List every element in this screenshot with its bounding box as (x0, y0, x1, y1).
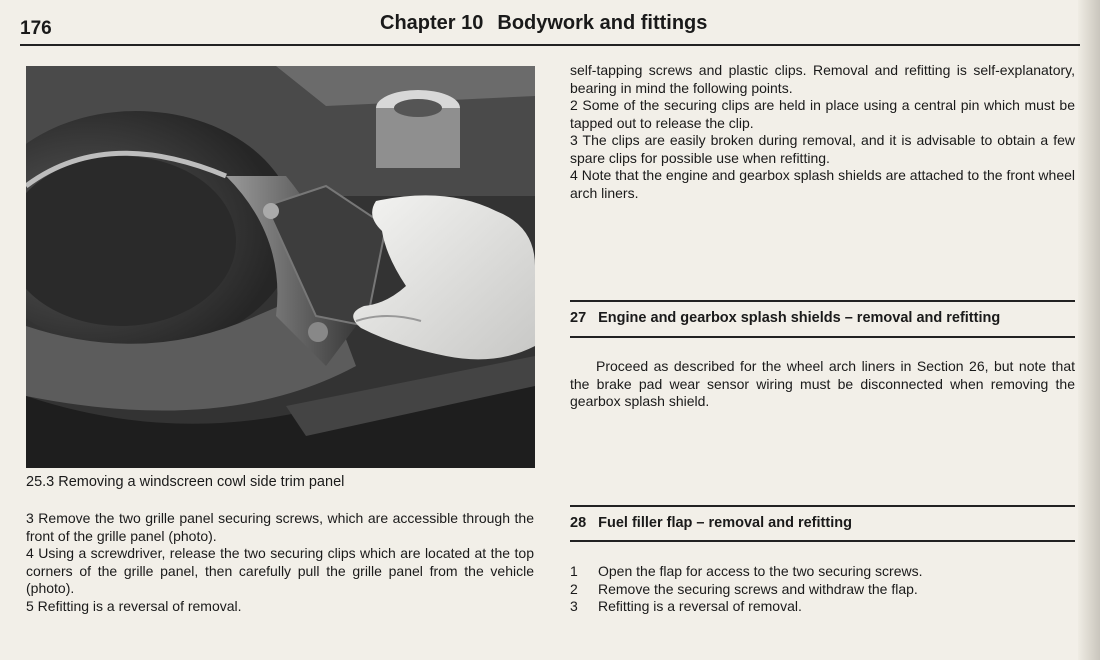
right-column-continued-text (570, 62, 1075, 202)
paragraph: 2 Some of the securing clips are held in place using a central pin which must be tapped out to release the clip. (570, 97, 1075, 131)
figure-photo (26, 66, 535, 468)
list-item (570, 563, 1075, 581)
section-28-heading (570, 515, 852, 531)
section-rule (570, 336, 1075, 338)
list-item (570, 598, 1075, 616)
header-rule (20, 44, 1080, 46)
section-27-heading (570, 310, 1000, 326)
left-column-text (26, 510, 534, 615)
section-title: Engine and gearbox splash shields – removal and refitting (598, 310, 1001, 326)
section-rule (570, 505, 1075, 507)
paragraph: 3 The clips are easily broken during removal, and it is advisable to obtain a few spare clips for possible use when refitting. (570, 132, 1075, 166)
section-rule (570, 540, 1075, 542)
page-edge-shadow (1078, 0, 1100, 660)
section-rule (570, 300, 1075, 302)
figure-caption: 25.3 Removing a windscreen cowl side trim panel (26, 474, 345, 490)
paragraph: 4 Using a screwdriver, release the two securing clips which are located at the top corners of the grille panel, then carefully pull the grille panel from the vehicle (photo). (26, 545, 534, 596)
chapter-number: Chapter 10 (380, 12, 484, 34)
chapter-title (380, 12, 707, 35)
section-27-text (570, 358, 1075, 411)
page-header (20, 12, 1080, 42)
list-item-text: Refitting is a reversal of removal. (598, 598, 802, 614)
list-item-text: Remove the securing screws and withdraw the flap. (598, 580, 918, 597)
photo-illustration (26, 66, 535, 468)
paragraph: 5 Refitting is a reversal of removal. (26, 597, 242, 614)
section-number: 27 (570, 310, 587, 326)
list-item (570, 581, 1075, 599)
chapter-name: Bodywork and fittings (497, 12, 708, 34)
section-number: 28 (570, 515, 587, 531)
paragraph: 3 Remove the two grille panel securing screws, which are accessible through the front of the grille panel (photo). (26, 510, 534, 544)
section-28-list (570, 563, 1075, 616)
paragraph: self-tapping screws and plastic clips. Removal and refitting is self-explanatory, bearing in mind the following points. (570, 62, 1075, 96)
list-item-number: 2 (570, 580, 578, 597)
list-item-number: 1 (570, 563, 578, 579)
list-item-text: Open the flap for access to the two securing screws. (598, 563, 923, 579)
page-number: 176 (20, 18, 52, 39)
paragraph: 4 Note that the engine and gearbox splash shields are attached to the front wheel arch liners. (570, 167, 1075, 201)
paragraph: Proceed as described for the wheel arch liners in Section 26, but note that the brake pad wear sensor wiring must be disconnected when removing the gearbox splash shield. (570, 358, 1075, 409)
section-title: Fuel filler flap – removal and refitting (598, 515, 852, 531)
list-item-number: 3 (570, 598, 578, 614)
